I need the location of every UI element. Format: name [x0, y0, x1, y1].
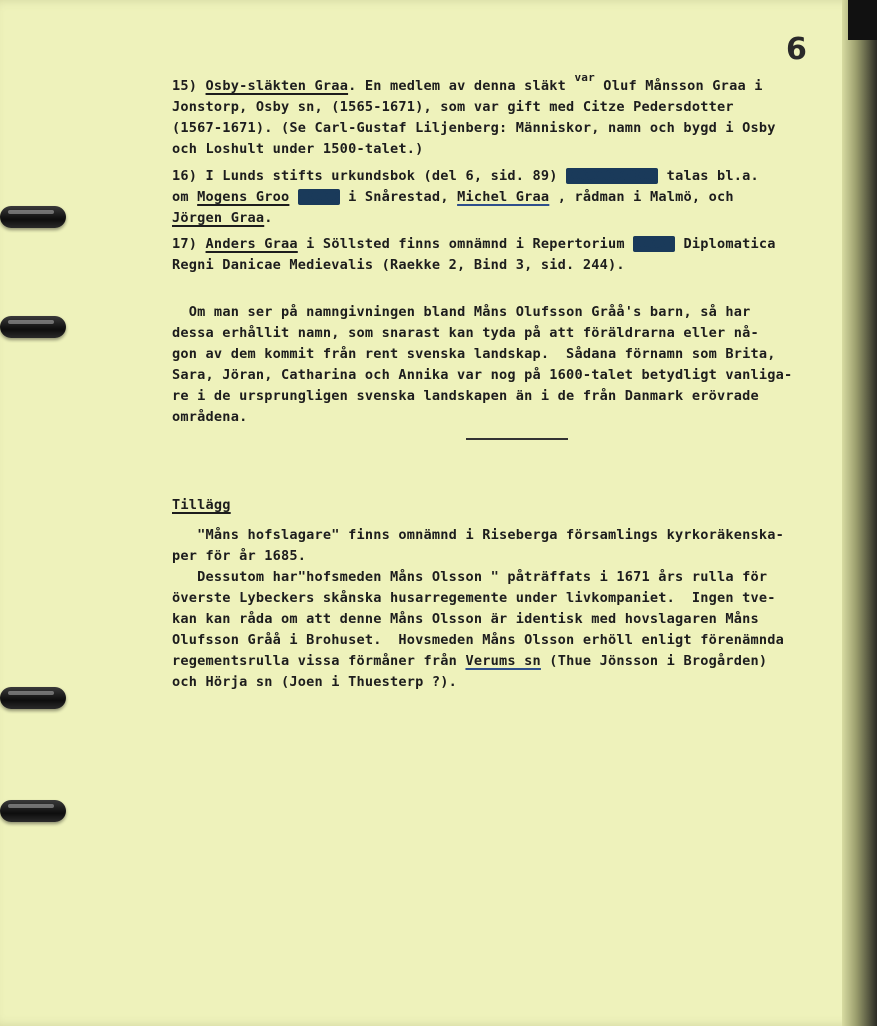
section-15-line-4: och Loshult under 1500-talet.)	[172, 141, 424, 157]
tillagg-line: Olufsson Gråå i Brohuset. Hovsmeden Måns Olsson erhöll enligt förenämnda	[172, 632, 785, 648]
paragraph-line: dessa erhållit namn, som snarast kan tyda på att föräldrarna eller nå-	[172, 325, 759, 341]
tillagg-heading: Tillägg	[172, 497, 231, 513]
name-mogens-groo: Mogens Groo	[197, 189, 290, 205]
section-16-line-3: Jörgen Graa.	[172, 210, 273, 226]
section-15-line-3: (1567-1671). (Se Carl-Gustaf Liljenberg: Människor, namn och bygd i Osby	[172, 120, 776, 136]
section-17-line-2: Regni Danicae Medievalis (Raekke 2, Bind 3, sid. 244).	[172, 257, 625, 273]
binder-ring	[0, 316, 66, 338]
place-verums-sn: Verums sn	[465, 653, 541, 669]
name-anders-graa: Anders Graa	[205, 236, 298, 252]
binder-ring	[0, 687, 66, 709]
tillagg-line: "Måns hofslagare" finns omnämnd i Riseberga församlings kyrkoräkenska-	[172, 527, 785, 543]
paragraph-line: gon av dem kommit från rent svenska landskap. Sådana förnamn som Brita,	[172, 346, 776, 362]
binder-ring	[0, 206, 66, 228]
paragraph-line: Om man ser på namngivningen bland Måns Olufsson Gråå's barn, så har	[172, 304, 751, 320]
section-divider	[466, 438, 568, 440]
struck-out-text: XXXXX	[297, 189, 340, 205]
tillagg-line: per för år 1685.	[172, 548, 307, 564]
osby-slakten-graa: Osby-släkten Graa	[205, 78, 349, 94]
page-edge-shadow	[842, 0, 877, 1026]
page-number: 6	[786, 32, 807, 67]
section-15-line-2: Jonstorp, Osby sn, (1565-1671), som var gift med Citze Pedersdotter	[172, 99, 734, 115]
struck-out-text: XXXXX	[633, 236, 676, 252]
paragraph-line: Sara, Jöran, Catharina och Annika var nog på 1600-talet betydligt vanliga-	[172, 367, 793, 383]
dark-corner	[848, 0, 877, 40]
paragraph-line: re i de ursprungligen svenska landskapen än i de från Danmark erövrade	[172, 388, 759, 404]
name-jorgen-graa: Jörgen Graa	[172, 210, 265, 226]
paragraph-line: områdena.	[172, 409, 248, 425]
tillagg-line: kan kan råda om att denne Måns Olsson är identisk med hovslagaren Måns	[172, 611, 759, 627]
tillagg-line: Dessutom har"hofsmeden Måns Olsson " påträffats i 1671 års rulla för	[172, 569, 768, 585]
section-16-line-1: 16) I Lunds stifts urkundsbok (del 6, sid. 89) XXXXXXXXXXX talas bl.a.	[172, 168, 759, 184]
section-16-line-2: om Mogens Groo XXXXX i Snårestad, Michel Graa , rådman i Malmö, och	[172, 189, 734, 205]
section-15-line-1: 15) Osby-släkten Graa. En medlem av denna släkt $^{var}$ Oluf Månsson Graa i	[172, 71, 763, 94]
handwritten-correction: var	[574, 71, 595, 84]
binder-ring	[0, 800, 66, 822]
struck-out-text: XXXXXXXXXXX	[566, 168, 659, 184]
section-17-line-1: 17) Anders Graa i Söllsted finns omnämnd i Repertorium XXXXX Diplomatica	[172, 236, 776, 252]
name-michel-graa: Michel Graa	[457, 189, 550, 205]
tillagg-line: och Hörja sn (Joen i Thuesterp ?).	[172, 674, 458, 690]
tillagg-line-7: regementsrulla vissa förmåner från Verums sn (Thue Jönsson i Brogården)	[172, 653, 768, 669]
tillagg-line: överste Lybeckers skånska husarregemente under livkompaniet. Ingen tve-	[172, 590, 776, 606]
